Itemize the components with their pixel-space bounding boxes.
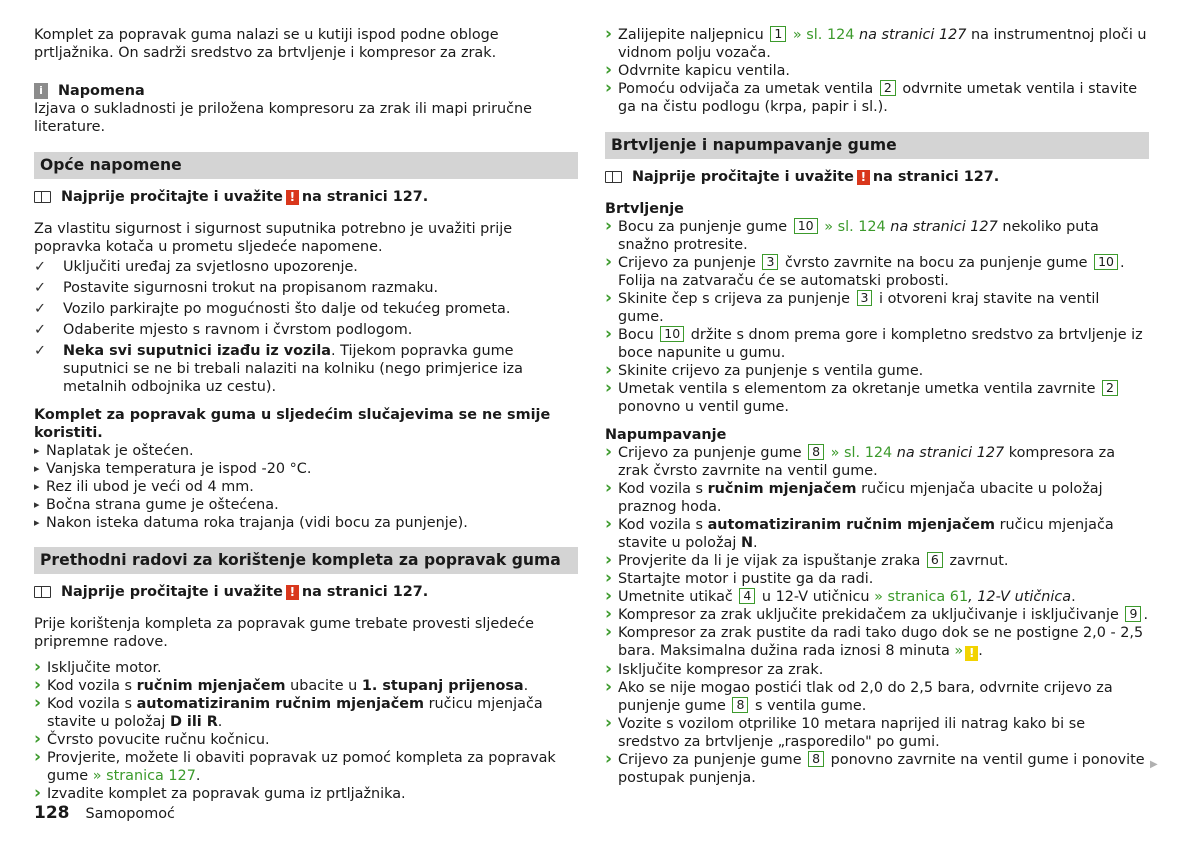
- step-text: .: [217, 714, 223, 730]
- read-first-page: na stranici 127.: [301, 584, 429, 600]
- chapter-label: Samopomoć: [85, 806, 175, 822]
- step-text: Umetak ventila s elementom za okretanje umetka ventila zavrnite: [618, 381, 1096, 397]
- page-reference-link[interactable]: » stranica 61: [874, 589, 969, 605]
- step-text: Kompresor za zrak uključite prekidačem za uključivanje i isključivanje: [618, 607, 1119, 623]
- figure-callout: 2: [880, 80, 896, 96]
- section-heading-general-notes: Opće napomene: [34, 152, 578, 179]
- step-text: ručicu mjenjača stavite u položaj: [618, 517, 1114, 551]
- step-item: [34, 677, 578, 695]
- checklist-item: [34, 342, 578, 396]
- checklist-item: ✓ Uključiti uređaj za svjetlosno upozorenje.: [34, 258, 578, 276]
- step-text: ubacite u: [285, 678, 362, 694]
- note-heading: [34, 82, 578, 100]
- list-item: ▸ Nakon isteka datuma roka trajanja (vidi bocu za punjenje).: [34, 514, 578, 532]
- figure-reference-link[interactable]: » sl. 124: [792, 27, 855, 43]
- step-item: [605, 624, 1149, 661]
- step-text: Crijevo za punjenje: [618, 255, 756, 271]
- book-icon: [34, 191, 51, 203]
- step-text: .: [752, 535, 758, 551]
- step-italic: na stranici 127: [896, 445, 1005, 461]
- step-text: Provjerite, možete li obaviti popravak uz pomoć kompleta za popravak gume: [47, 750, 556, 784]
- step-item: › Startajte motor i pustite ga da radi.: [605, 570, 1149, 588]
- step-item: [605, 679, 1149, 715]
- step-text: .: [1143, 607, 1149, 623]
- step-text: Crijevo za punjenje gume: [618, 752, 802, 768]
- section-heading-preparation: Prethodni radovi za korištenje kompleta za popravak guma: [34, 547, 578, 574]
- figure-callout: 3: [857, 290, 873, 306]
- step-text: .: [978, 643, 983, 659]
- read-first-notice: [605, 168, 1149, 186]
- step-item: › Isključite kompresor za zrak.: [605, 661, 1149, 679]
- step-text: ručicu mjenjača stavite u položaj: [47, 696, 543, 730]
- step-item: [605, 444, 1149, 480]
- right-column: [605, 26, 1149, 787]
- step-text: Kod vozila s: [618, 517, 708, 533]
- step-bold: ručnim mjenjačem: [707, 481, 857, 497]
- step-text: Kod vozila s: [47, 678, 137, 694]
- step-italic: na stranici 127: [890, 219, 998, 235]
- list-item: ▸ Naplatak je oštećen.: [34, 442, 578, 460]
- read-first-page: na stranici 127.: [301, 189, 429, 205]
- step-text: ponovno zavrnite na ventil gume i ponovite postupak punjenja.: [618, 752, 1145, 786]
- step-text: .: [1071, 589, 1076, 605]
- figure-callout: 3: [762, 254, 778, 270]
- figure-callout: 1: [770, 26, 786, 42]
- general-notes-paragraph: Za vlastitu sigurnost i sigurnost suputnika potrebno je uvažiti prije popravka kotača u prometu sljedeće napomene.: [34, 221, 513, 255]
- step-item: [605, 552, 1149, 570]
- list-item: ▸ Rez ili ubod je veći od 4 mm.: [34, 478, 578, 496]
- step-text: Ako se nije mogao postići tlak od 2,0 do 2,5 bara, odvrnite crijevo za punjenje gume: [618, 680, 1113, 714]
- figure-callout: 10: [1094, 254, 1118, 270]
- step-text: Provjerite da li je vijak za ispuštanje zraka: [618, 553, 921, 569]
- step-bold: D ili R: [169, 714, 218, 730]
- step-text: čvrsto zavrnite na bocu za punjenje gume: [784, 255, 1088, 271]
- left-column: [34, 26, 578, 803]
- step-text: u 12-V utičnicu: [761, 589, 870, 605]
- caution-reference-link[interactable]: »: [954, 643, 964, 659]
- step-text: Skinite čep s crijeva za punjenje: [618, 291, 850, 307]
- checklist-item-text: . Tijekom popravka gume suputnici se ne bi trebali nalaziti na kolniku (nego primjerice iza metalnih odbojnika uz cestu).: [63, 343, 523, 395]
- page-reference-link[interactable]: » stranica 127: [92, 768, 196, 784]
- sealing-steps: [605, 218, 1149, 416]
- step-text: Kod vozila s: [618, 481, 708, 497]
- step-text: Zalijepite naljepnicu: [618, 27, 764, 43]
- book-icon: [605, 171, 622, 183]
- checklist-item: ✓ Postavite sigurnosni trokut na propisanom razmaku.: [34, 279, 578, 297]
- checklist-item: ✓ Odaberite mjesto s ravnom i čvrstom podlogom.: [34, 321, 578, 339]
- step-item: › Isključite motor.: [34, 659, 578, 677]
- step-item: [605, 326, 1149, 362]
- step-bold: 1. stupanj prijenosa: [361, 678, 524, 694]
- figure-callout: 6: [927, 552, 943, 568]
- read-first-notice: [34, 583, 578, 601]
- step-item: [605, 290, 1149, 326]
- safety-checklist: [34, 258, 578, 396]
- section-heading-sealing-inflating: Brtvljenje i napumpavanje gume: [605, 132, 1149, 159]
- step-item: [605, 480, 1149, 516]
- page-number: 128: [34, 803, 70, 823]
- step-text: . Folija na zatvaraču će se automatski probosti.: [618, 255, 1125, 289]
- valve-steps: [605, 26, 1149, 116]
- read-first-text: Najprije pročitajte i uvažite: [61, 189, 283, 205]
- step-item: › Skinite crijevo za punjenje s ventila gume.: [605, 362, 1149, 380]
- book-icon: [34, 586, 51, 598]
- figure-callout: 9: [1125, 606, 1141, 622]
- step-text: na instrumentnoj ploči u vidnom polju vozača.: [618, 27, 1147, 61]
- step-item: › Čvrsto povucite ručnu kočnicu.: [34, 731, 578, 749]
- figure-callout: 2: [1102, 380, 1118, 396]
- step-text: nekoliko puta snažno protresite.: [618, 219, 1099, 253]
- step-text: kompresora za zrak čvrsto zavrnite na ventil gume.: [618, 445, 1116, 479]
- step-bold: ručnim mjenjačem: [136, 678, 286, 694]
- read-first-text: Najprije pročitajte i uvažite: [632, 169, 854, 185]
- info-icon: i: [34, 83, 48, 99]
- step-item: › Odvrnite kapicu ventila.: [605, 62, 1149, 80]
- step-italic: , 12-V utičnica: [968, 589, 1072, 605]
- step-item: [34, 749, 578, 785]
- step-text: Pomoću odvijača za umetak ventila: [618, 81, 874, 97]
- step-text: Kod vozila s: [47, 696, 137, 712]
- step-text: s ventila gume.: [755, 698, 867, 714]
- figure-callout: 8: [808, 444, 824, 460]
- step-item: [605, 751, 1149, 787]
- not-use-heading: Komplet za popravak guma u sljedećim slučajevima se ne smije koristiti.: [34, 407, 551, 441]
- list-item: ▸ Bočna strana gume je oštećena.: [34, 496, 578, 514]
- step-bold: automatiziranim ručnim mjenjačem: [707, 517, 996, 533]
- checklist-item-bold: Neka svi suputnici izađu iz vozila: [63, 343, 331, 359]
- note-title: Napomena: [58, 83, 145, 99]
- figure-reference-link[interactable]: » sl. 124: [824, 219, 886, 235]
- step-text: ponovno u ventil gume.: [618, 399, 789, 415]
- preparation-steps: [34, 659, 578, 803]
- figure-callout: 4: [739, 588, 755, 604]
- note-text: Izjava o sukladnosti je priložena kompresoru za zrak ili mapi priručne literature.: [34, 101, 533, 135]
- figure-callout: 10: [660, 326, 684, 342]
- step-item: [605, 80, 1149, 116]
- step-text: Bocu za punjenje gume: [618, 219, 788, 235]
- step-text: Kompresor za zrak pustite da radi tako dugo dok se ne postigne 2,0 - 2,5 bara. Maksimalna dužina rada iznosi 8 minuta: [618, 625, 1144, 659]
- step-text: Crijevo za punjenje gume: [618, 445, 802, 461]
- figure-callout: 8: [808, 751, 824, 767]
- page-footer: [34, 804, 175, 823]
- inflating-steps: [605, 444, 1149, 787]
- caution-icon: !: [965, 646, 978, 661]
- continue-arrow-icon: ▶: [1150, 759, 1158, 770]
- step-text: zavrnut.: [949, 553, 1009, 569]
- preparation-paragraph: Prije korištenja kompleta za popravak gume trebate provesti sljedeće pripremne radove.: [34, 616, 535, 650]
- warning-icon: !: [286, 190, 299, 205]
- step-text: odvrnite umetak ventila i stavite ga na čistu podlogu (krpa, papir i sl.).: [618, 81, 1138, 115]
- warning-icon: !: [857, 170, 870, 185]
- step-item: [34, 695, 578, 731]
- step-text: .: [523, 678, 529, 694]
- step-item: [605, 254, 1149, 290]
- step-item: [605, 26, 1149, 62]
- step-bold: automatiziranim ručnim mjenjačem: [136, 696, 425, 712]
- step-text: .: [195, 768, 201, 784]
- step-text: Bocu: [618, 327, 654, 343]
- step-item: [605, 606, 1149, 624]
- inflating-heading: Napumpavanje: [605, 427, 727, 443]
- step-item: › Izvadite komplet za popravak guma iz prtljažnika.: [34, 785, 578, 803]
- step-item: [605, 380, 1149, 416]
- sealing-heading: Brtvljenje: [605, 201, 684, 217]
- step-text: ručicu mjenjača ubacite u položaj praznog hoda.: [618, 481, 1103, 515]
- step-item: › Vozite s vozilom otprilike 10 metara naprijed ili natrag kako bi se sredstvo za brtvljenje „rasporedilo" po gumi.: [605, 715, 1149, 751]
- list-item: ▸ Vanjska temperatura je ispod -20 °C.: [34, 460, 578, 478]
- step-text: i otvoreni kraj stavite na ventil gume.: [618, 291, 1100, 325]
- step-text: držite s dnom prema gore i kompletno sredstvo za brtvljenje iz boce napunite u gumu.: [618, 327, 1143, 361]
- step-text: Umetnite utikač: [618, 589, 733, 605]
- step-item: [605, 218, 1149, 254]
- read-first-notice: [34, 188, 578, 206]
- intro-paragraph: Komplet za popravak guma nalazi se u kutiji ispod podne obloge prtljažnika. On sadrži sredstvo za brtvljenje i kompresor za zrak.: [34, 27, 499, 61]
- checklist-item: ✓ Vozilo parkirajte po mogućnosti što dalje od tekućeg prometa.: [34, 300, 578, 318]
- figure-callout: 10: [794, 218, 818, 234]
- step-bold: N: [740, 535, 753, 551]
- step-item: [605, 588, 1149, 606]
- figure-reference-link[interactable]: » sl. 124: [830, 445, 893, 461]
- warning-icon: !: [286, 585, 299, 600]
- read-first-page: na stranici 127.: [872, 169, 1000, 185]
- not-use-list: [34, 442, 578, 532]
- step-italic: na stranici 127: [859, 27, 967, 43]
- step-item: [605, 516, 1149, 552]
- figure-callout: 8: [732, 697, 748, 713]
- read-first-text: Najprije pročitajte i uvažite: [61, 584, 283, 600]
